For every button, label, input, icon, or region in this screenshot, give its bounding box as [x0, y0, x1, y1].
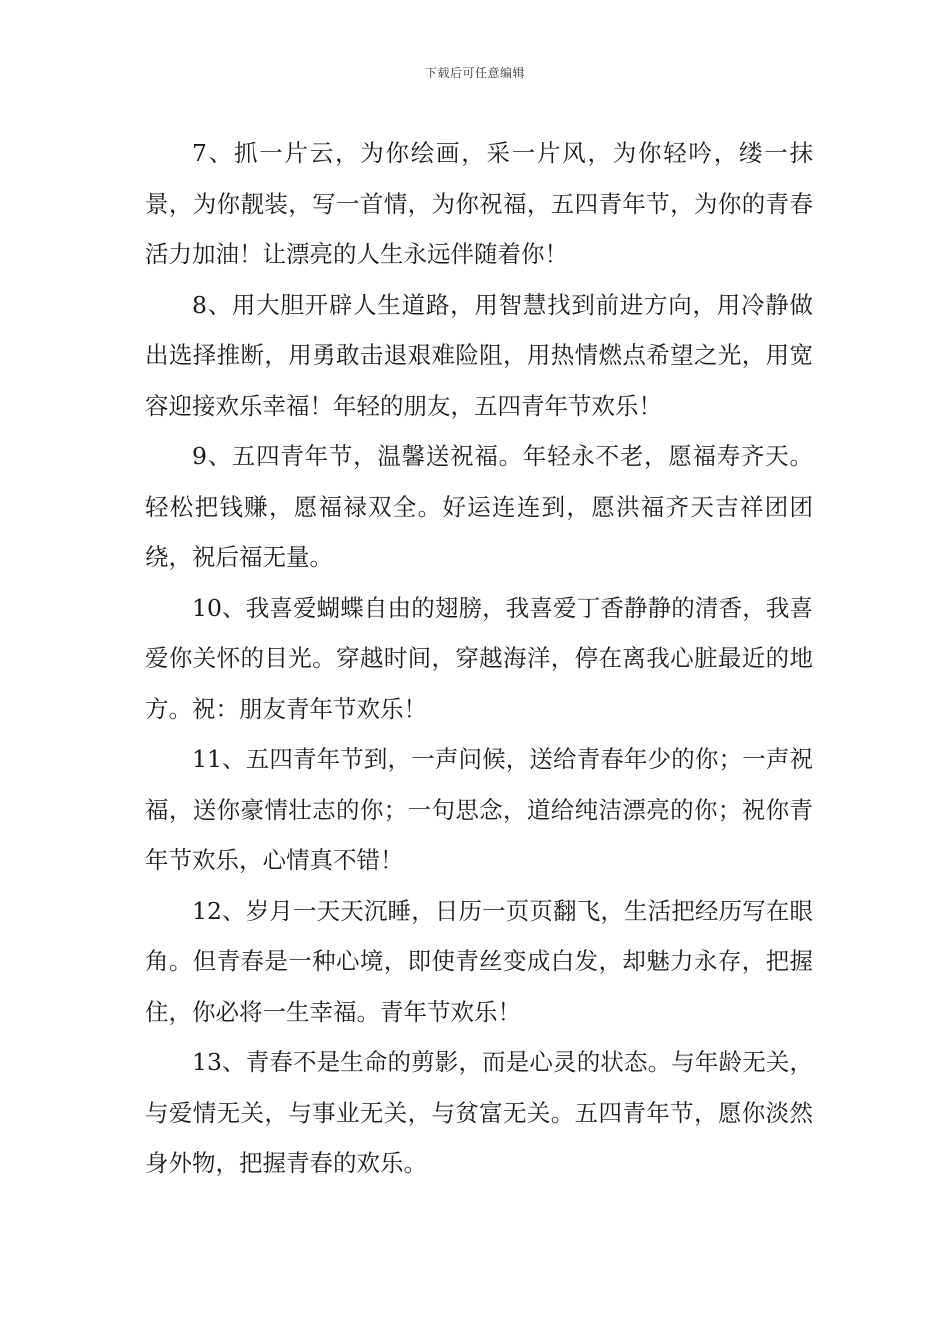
paragraph-8: 8、用大胆开辟人生道路，用智慧找到前进方向，用冷静做出选择推断，用勇敢击退艰难险阻，用热情燃点希望之光，用宽容迎接欢乐幸福！年轻的朋友，五四青年节欢乐！	[145, 290, 813, 420]
paragraph-7: 7、抓一片云，为你绘画，采一片风，为你轻吟，缕一抹景，为你靓装，写一首情，为你祝福，五四青年节，为你的青春活力加油！让漂亮的人生永远伴随着你！	[145, 139, 813, 268]
paragraph-10: 10、我喜爱蝴蝶自由的翅膀，我喜爱丁香静静的清香，我喜爱你关怀的目光。穿越时间，穿越海洋，停在离我心脏最近的地方。祝：朋友青年节欢乐！	[145, 593, 813, 723]
paragraph-12: 12、岁月一天天沉睡，日历一页页翻飞，生活把经历写在眼角。但青春是一种心境，即使青丝变成白发，却魅力永存，把握住，你必将一生幸福。青年节欢乐！	[145, 896, 813, 1026]
page-header: 下载后可任意编辑	[424, 66, 525, 80]
paragraph-11: 11、五四青年节到，一声问候，送给青春年少的你；一声祝福，送你豪情壮志的你；一句思念，道给纯洁漂亮的你；祝你青年节欢乐，心情真不错！	[145, 745, 813, 874]
paragraph-9: 9、五四青年节，温馨送祝福。年轻永不老，愿福寿齐天。轻松把钱赚，愿福禄双全。好运连连到，愿洪福齐天吉祥团团绕，祝后福无量。	[145, 442, 813, 571]
paragraph-13: 13、青春不是生命的剪影，而是心灵的状态。与年龄无关，与爱情无关，与事业无关，与贫富无关。五四青年节，愿你淡然身外物，把握青春的欢乐。	[145, 1048, 813, 1177]
document-body	[145, 128, 813, 1189]
